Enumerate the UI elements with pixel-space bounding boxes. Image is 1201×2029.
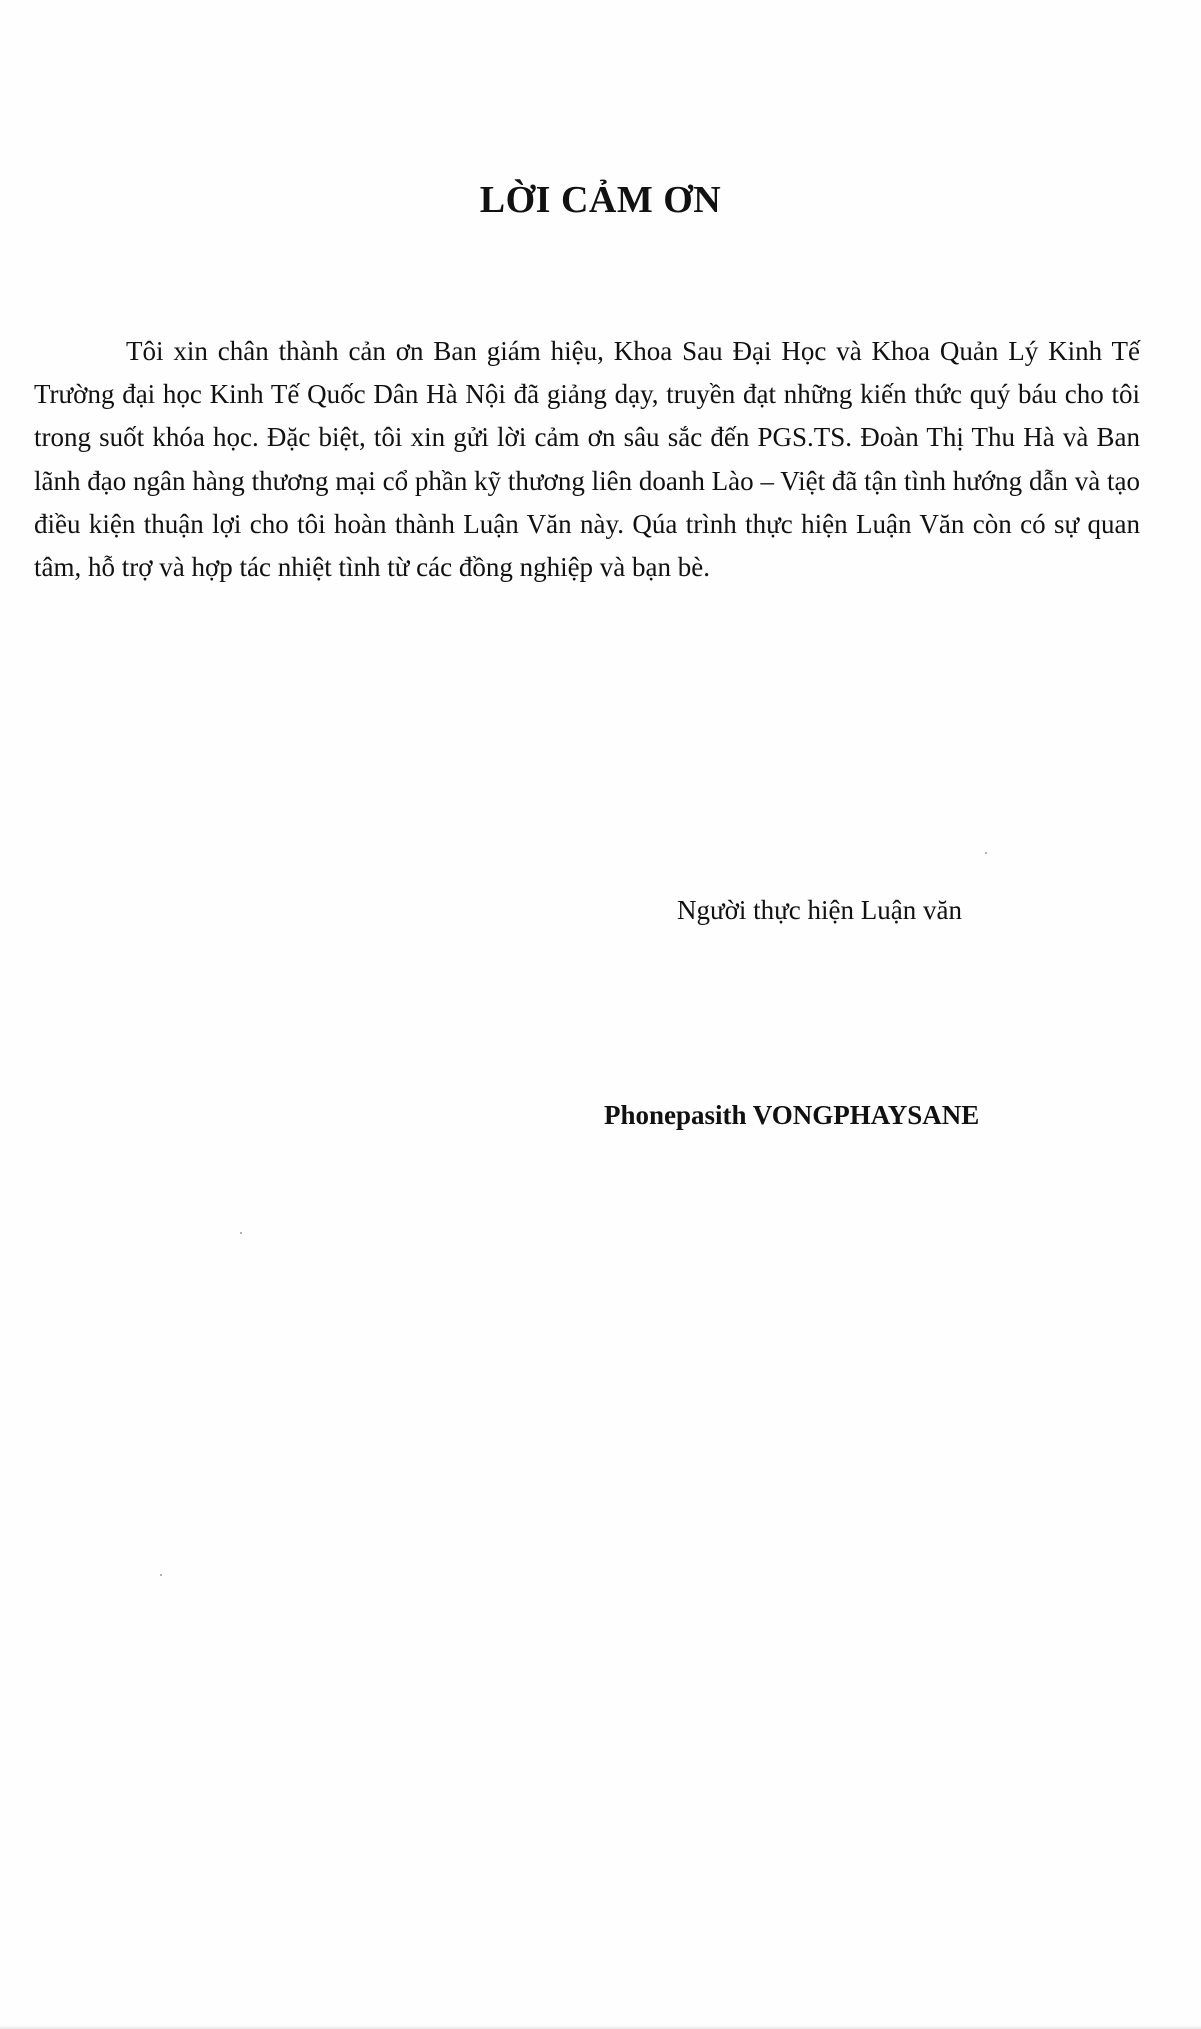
acknowledgement-paragraph: Tôi xin chân thành cản ơn Ban giám hiệu, Khoa Sau Đại Học và Khoa Quản Lý Kinh Tế Trường đại học Kinh Tế Quốc Dân Hà Nội đã giảng dạy, truyền đạt những kiến thức quý báu cho tôi trong suốt khóa học. Đặc biệt, tôi xin gửi lời cảm ơn sâu sắc đến PGS.TS. Đoàn Thị Thu Hà và Ban lãnh đạo ngân hàng thương mại cổ phần kỹ thương liên doanh Lào – Việt đã tận tình hướng dẫn và tạo điều kiện thuận lợi cho tôi hoàn thành Luận Văn này. Qúa trình thực hiện Luận Văn còn có sự quan tâm, hỗ trợ và hợp tác nhiệt tình từ các đồng nghiệp và bạn bè. bbox=[34, 336, 1140, 583]
page-title: LỜI CẢM ƠN bbox=[479, 179, 722, 221]
author-role-line: Người thực hiện Luận văn bbox=[677, 895, 962, 925]
scan-edge bbox=[0, 2025, 1201, 2029]
scan-speck bbox=[985, 852, 987, 854]
scan-speck bbox=[160, 1574, 162, 1576]
scan-speck bbox=[240, 1232, 242, 1234]
author-name: Phonepasith VONGPHAYSANE bbox=[604, 1100, 980, 1130]
